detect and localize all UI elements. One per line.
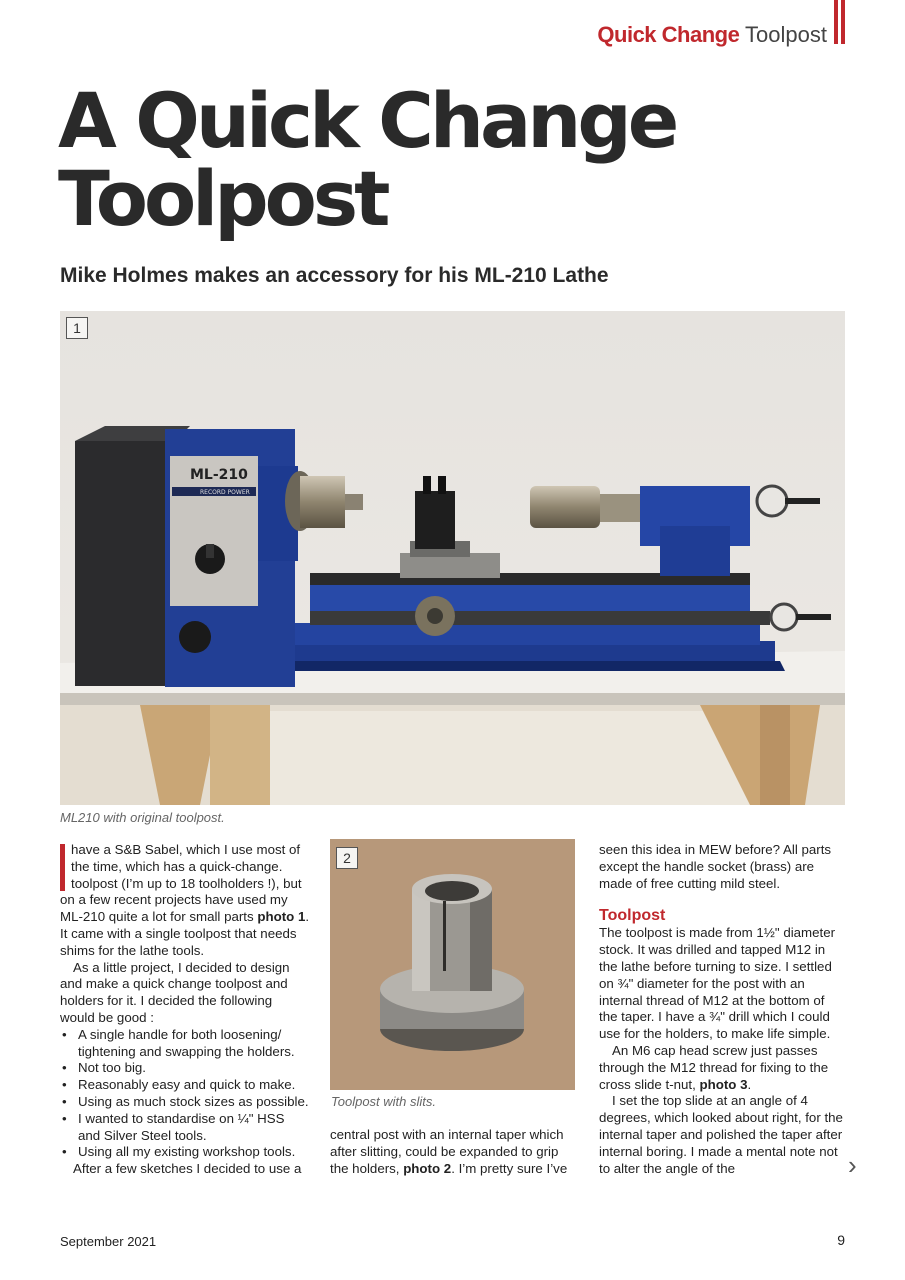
paragraph [60, 842, 310, 960]
article-subtitle: Mike Holmes makes an accessory for his ML-210 Lathe [60, 264, 609, 287]
photo-reference: photo 1 [257, 909, 306, 925]
paragraph [330, 1127, 580, 1177]
photo-number-2: 2 [336, 847, 358, 869]
header-accent-bar [834, 0, 838, 44]
lathe-illustration [60, 311, 845, 805]
lathe-model-label: ML-210 [190, 467, 248, 483]
drop-cap-bar [60, 844, 65, 891]
paragraph: I set the top slide at an angle of 4 degrees, which looked about right, for the internal taper and polished the taper after internal boring. I made a mental note not to alter the angle of the [599, 1093, 843, 1176]
list-item: • I wanted to standardise on ¼" HSS and Silver Steel tools. [60, 1111, 310, 1145]
list-item: • Reasonably easy and quick to make. [60, 1077, 310, 1094]
paragraph: The toolpost is made from 1½" diameter stock. It was drilled and tapped M12 in the lathe before turning to size. I settled on ¾" diameter for the post with an internal thread of M12 at the bottom of the taper. I have a ¾" drill which I could use for the holders, to make life simple. [599, 925, 836, 1042]
paragraph-text: central post with an internal taper which after slitting, could be expanded to grip the holders, [330, 1127, 564, 1176]
section-heading: Toolpost [599, 907, 666, 925]
article-column-3 [599, 842, 844, 1177]
photo-number-1: 1 [66, 317, 88, 339]
paragraph: As a little project, I decided to design and make a quick change toolpost and holders for it. I decided the following would be good : [60, 959, 290, 1025]
toolpost-illustration [330, 839, 575, 1090]
paragraph-text: . [747, 1076, 752, 1092]
requirements-list [60, 1027, 310, 1161]
photo-reference: photo 2 [403, 1160, 452, 1176]
paragraph-text: . I’m pretty sure I’ve [451, 1160, 568, 1176]
footer-page-number: 9 [837, 1232, 845, 1248]
article-column-2 [330, 1127, 580, 1177]
paragraph-text: have a S&B Sabel, which I use most of the time, which has a quick-change. toolpost (I’m up to 18 toolholders !), but on a few recent projects have used my ML-210 quite a lot for small parts [60, 842, 302, 925]
article-title: A Quick Change Toolpost [58, 76, 676, 243]
photo-toolpost [330, 839, 575, 1090]
running-head [597, 22, 827, 48]
paragraph: seen this idea in MEW before? All parts except the handle socket (brass) are made of free cutting mild steel. [599, 842, 832, 891]
paragraph [599, 1043, 844, 1093]
photo-caption-1: ML210 with original toolpost. [60, 810, 225, 825]
photo-reference: photo 3 [699, 1076, 748, 1092]
footer-issue-date: September 2021 [60, 1234, 157, 1249]
header-accent-bar [841, 0, 845, 44]
list-item: • Not too big. [60, 1060, 310, 1077]
running-head-section: Quick Change [597, 22, 740, 47]
photo-caption-2: Toolpost with slits. [331, 1094, 437, 1109]
next-page-arrow-icon[interactable]: › [848, 1150, 857, 1180]
list-item: • A single handle for both loosening/ tightening and swapping the holders. [60, 1027, 310, 1061]
list-item: • Using all my existing workshop tools. [60, 1144, 310, 1161]
paragraph-text: . It came with a single toolpost that needs shims for the lathe tools. [60, 909, 310, 958]
photo-lathe [60, 311, 845, 805]
lathe-brand-label: RECORD POWER [200, 489, 250, 496]
running-head-topic: Toolpost [745, 22, 827, 47]
paragraph: After a few sketches I decided to use a [73, 1161, 302, 1177]
paragraph-text: An M6 cap head screw just passes through the M12 thread for fixing to the cross slide t-nut, [599, 1042, 829, 1092]
article-column-1 [60, 842, 310, 1178]
list-item: • Using as much stock sizes as possible. [60, 1094, 310, 1111]
